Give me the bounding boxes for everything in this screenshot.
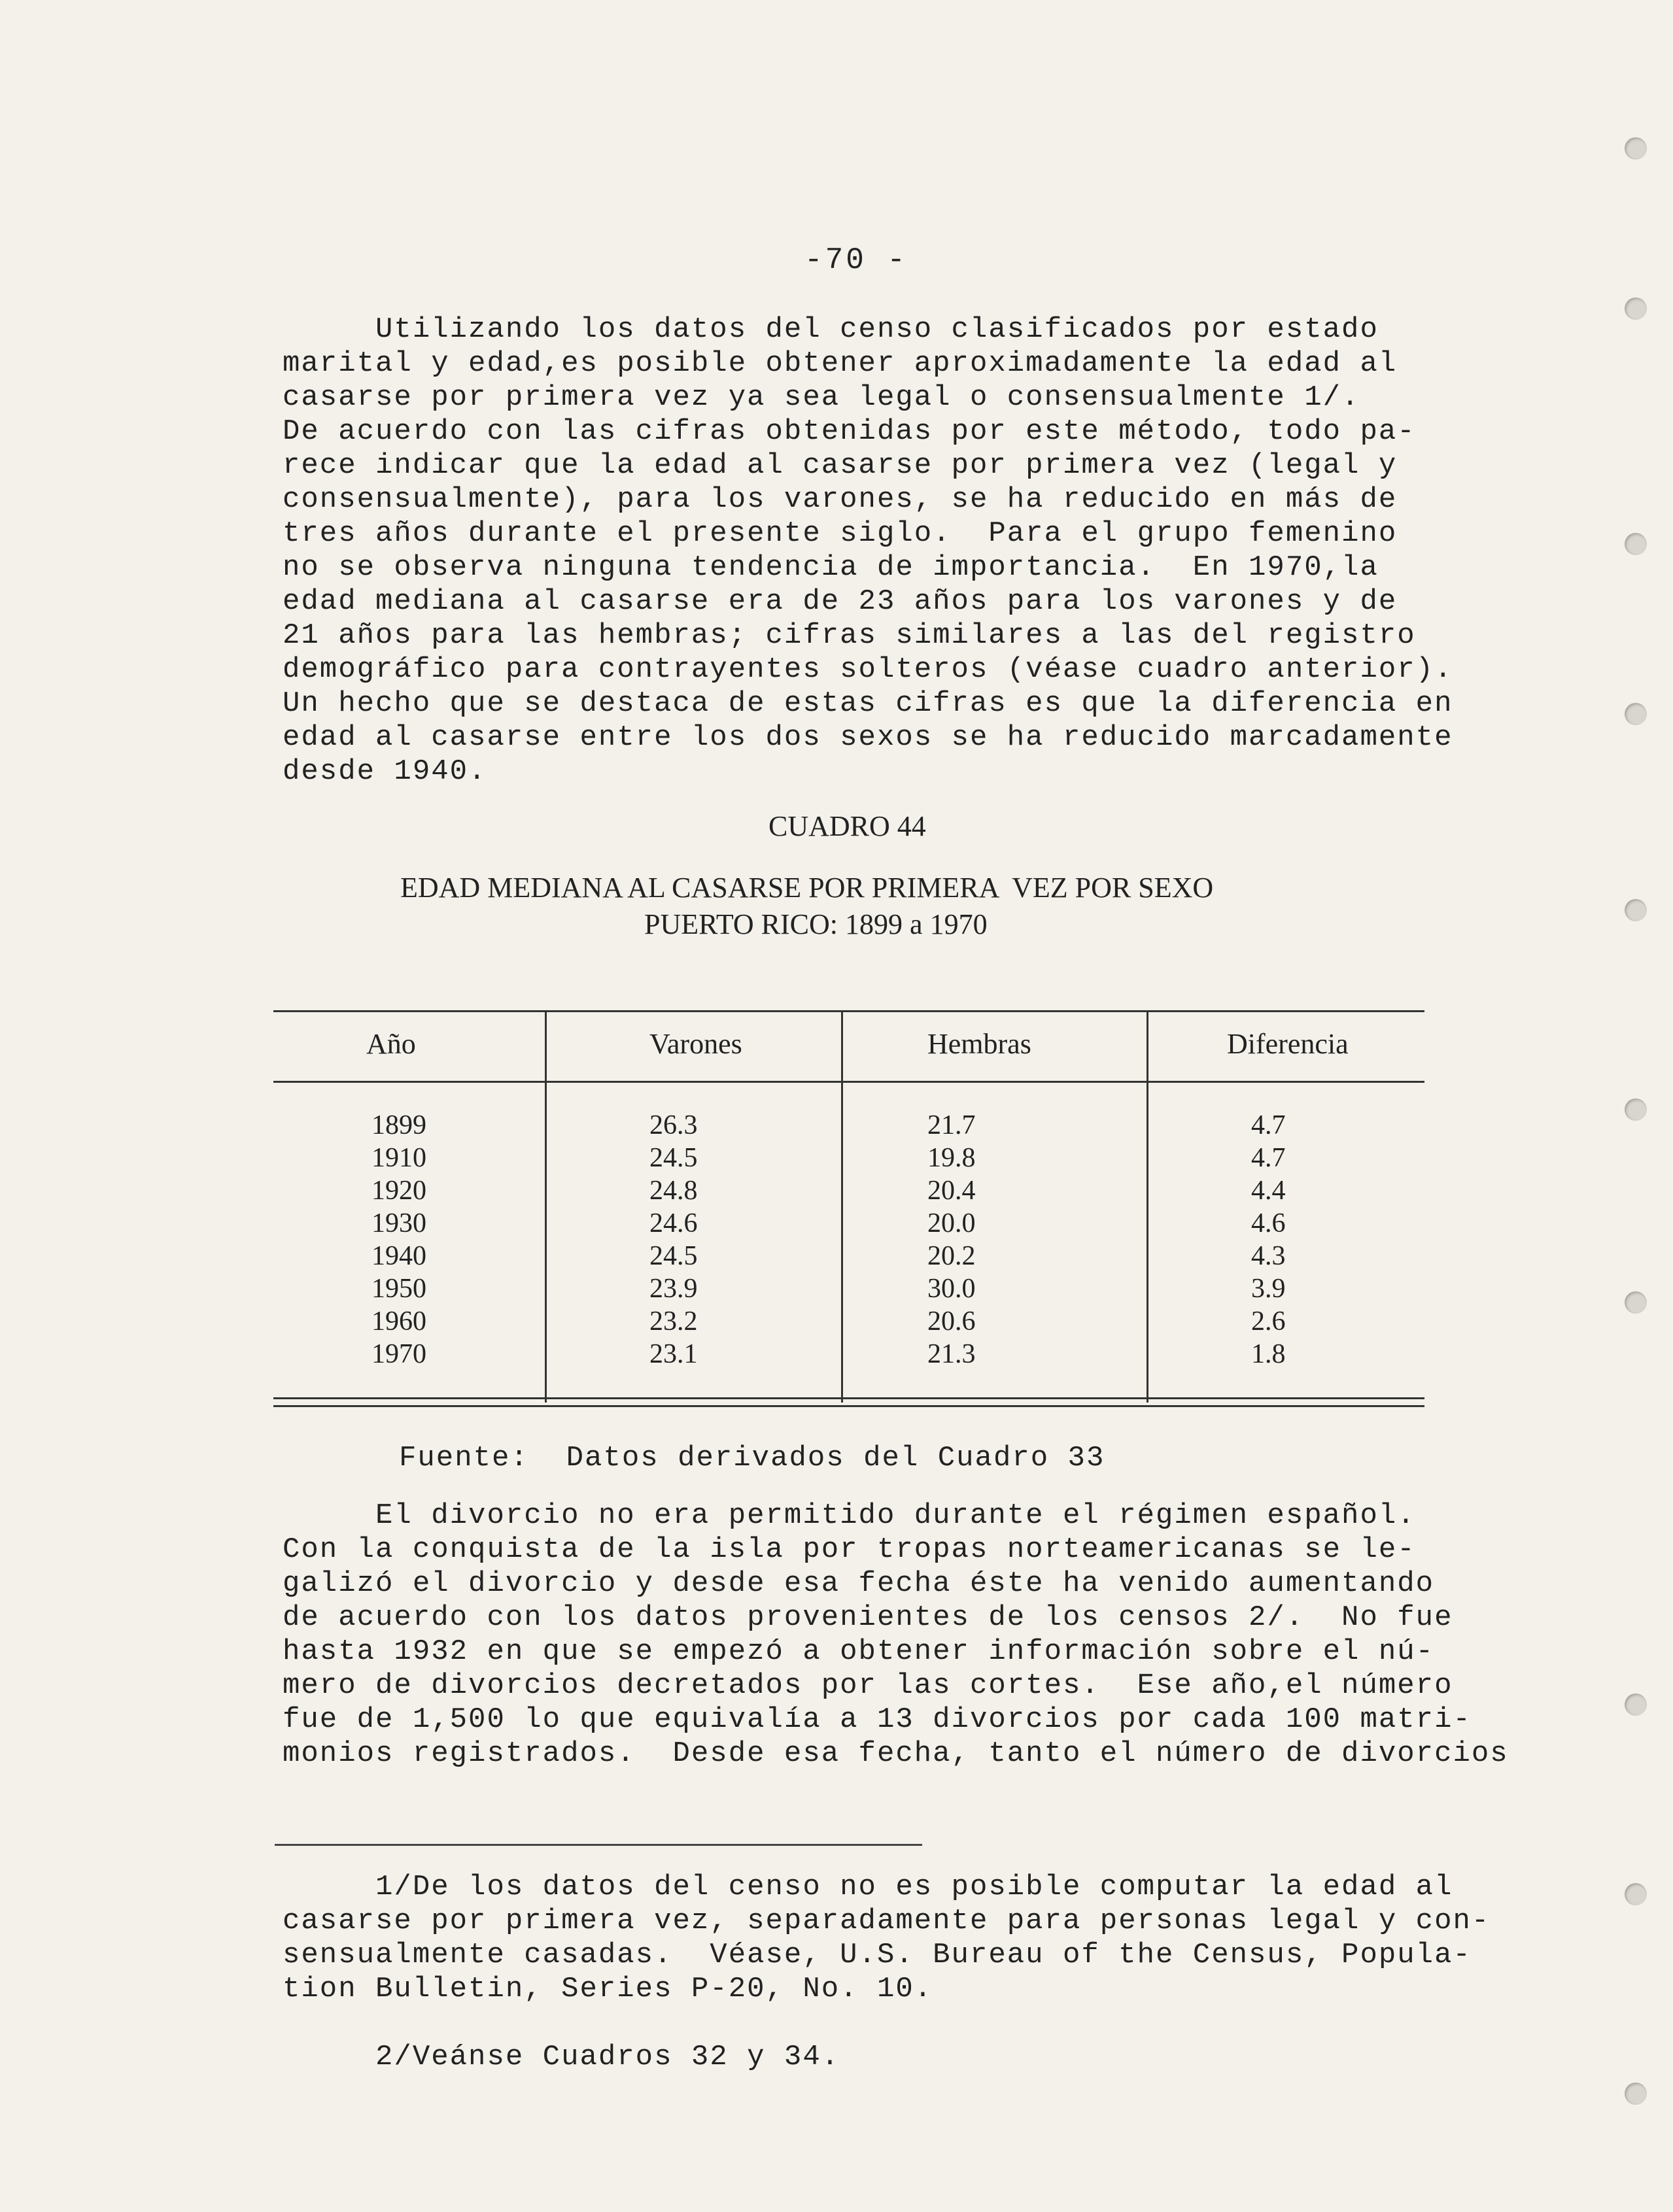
cell-hembras: 20.6 bbox=[927, 1306, 976, 1336]
text-line: tres años durante el presente siglo. Para el grupo femenino bbox=[283, 517, 1398, 550]
cell-varones: 24.6 bbox=[649, 1208, 698, 1238]
cell-diferencia: 3.9 bbox=[1251, 1274, 1286, 1304]
column-divider bbox=[545, 1010, 547, 1403]
cell-varones: 26.3 bbox=[649, 1110, 698, 1140]
footnote-separator bbox=[275, 1844, 922, 1846]
cell-varones: 24.5 bbox=[649, 1241, 698, 1271]
table-rule-bottom-double bbox=[273, 1405, 1424, 1407]
cell-year: 1920 bbox=[371, 1176, 426, 1206]
table-rule-bottom bbox=[273, 1397, 1424, 1399]
table-source: Fuente: Datos derivados del Cuadro 33 bbox=[399, 1442, 1105, 1474]
text-line: de acuerdo con los datos provenientes de los censos 2/. No fue bbox=[283, 1601, 1453, 1634]
text-line: galizó el divorcio y desde esa fecha éste ha venido aumentando bbox=[283, 1567, 1435, 1600]
cell-year: 1910 bbox=[371, 1143, 426, 1173]
footnote-line: sensualmente casadas. Véase, U.S. Bureau of the Census, Popula- bbox=[283, 1939, 1472, 1971]
text-line: marital y edad,es posible obtener aproximadamente la edad al bbox=[283, 347, 1398, 380]
text-line: desde 1940. bbox=[283, 755, 487, 788]
cell-hembras: 20.0 bbox=[927, 1208, 976, 1238]
column-divider bbox=[841, 1010, 843, 1403]
text-line: demográfico para contrayentes solteros (véase cuadro anterior). bbox=[283, 653, 1453, 686]
table-rule-header bbox=[273, 1081, 1424, 1083]
text-line: De acuerdo con las cifras obtenidas por este método, todo pa- bbox=[283, 415, 1416, 448]
text-line: edad al casarse entre los dos sexos se ha reducido marcadamente bbox=[283, 721, 1453, 754]
cell-varones: 23.1 bbox=[649, 1339, 698, 1369]
table-rule-top bbox=[273, 1010, 1424, 1012]
text-line: Un hecho que se destaca de estas cifras es que la diferencia en bbox=[283, 687, 1453, 720]
footnote-line: 1/De los datos del censo no es posible computar la edad al bbox=[283, 1871, 1453, 1903]
text-line: 21 años para las hembras; cifras similares a las del registro bbox=[283, 619, 1416, 652]
cell-year: 1940 bbox=[371, 1241, 426, 1271]
text-line: monios registrados. Desde esa fecha, tanto el número de divorcios bbox=[283, 1737, 1509, 1770]
cell-hembras: 30.0 bbox=[927, 1274, 976, 1304]
cell-diferencia: 4.6 bbox=[1251, 1208, 1286, 1238]
cell-varones: 24.8 bbox=[649, 1176, 698, 1206]
footnote-line: casarse por primera vez, separadamente para personas legal y con- bbox=[283, 1905, 1491, 1937]
text-line: consensualmente), para los varones, se ha reducido en más de bbox=[283, 483, 1398, 516]
cell-hembras: 20.2 bbox=[927, 1241, 976, 1271]
column-header: Varones bbox=[649, 1028, 742, 1060]
binder-hole bbox=[1625, 703, 1647, 725]
text-line: Utilizando los datos del censo clasificados por estado bbox=[283, 313, 1379, 346]
column-header: Hembras bbox=[927, 1028, 1031, 1060]
footnotes bbox=[283, 1870, 1512, 2074]
cell-diferencia: 4.3 bbox=[1251, 1241, 1286, 1271]
cell-year: 1930 bbox=[371, 1208, 426, 1238]
column-header: Año bbox=[366, 1028, 416, 1060]
footnote-line bbox=[283, 2006, 1512, 2040]
cell-year: 1899 bbox=[371, 1110, 426, 1140]
page-number: -70 - bbox=[804, 243, 908, 277]
cell-diferencia: 2.6 bbox=[1251, 1306, 1286, 1336]
text-line: hasta 1932 en que se empezó a obtener información sobre el nú- bbox=[283, 1635, 1435, 1668]
binder-hole bbox=[1625, 2083, 1647, 2105]
column-divider bbox=[1147, 1010, 1148, 1403]
binder-hole bbox=[1625, 137, 1647, 160]
cell-hembras: 21.3 bbox=[927, 1339, 976, 1369]
table-title: EDAD MEDIANA AL CASARSE POR PRIMERA VEZ POR SEXO bbox=[400, 872, 1214, 904]
text-line: Con la conquista de la isla por tropas norteamericanas se le- bbox=[283, 1533, 1416, 1566]
cell-year: 1960 bbox=[371, 1306, 426, 1336]
text-line: mero de divorcios decretados por las cortes. Ese año,el número bbox=[283, 1669, 1453, 1702]
cell-diferencia: 1.8 bbox=[1251, 1339, 1286, 1369]
binder-hole bbox=[1625, 533, 1647, 555]
binder-hole bbox=[1625, 1098, 1647, 1121]
paragraph-2 bbox=[283, 1499, 1512, 1771]
column-header: Diferencia bbox=[1227, 1028, 1349, 1060]
cell-diferencia: 4.7 bbox=[1251, 1143, 1286, 1173]
cell-hembras: 21.7 bbox=[927, 1110, 976, 1140]
cell-hembras: 19.8 bbox=[927, 1143, 976, 1173]
cell-hembras: 20.4 bbox=[927, 1176, 976, 1206]
cell-year: 1970 bbox=[371, 1339, 426, 1369]
cell-diferencia: 4.7 bbox=[1251, 1110, 1286, 1140]
binder-hole bbox=[1625, 899, 1647, 921]
cell-diferencia: 4.4 bbox=[1251, 1176, 1286, 1206]
binder-hole bbox=[1625, 1883, 1647, 1905]
cell-varones: 23.2 bbox=[649, 1306, 698, 1336]
text-line: fue de 1,500 lo que equivalía a 13 divorcios por cada 100 matri- bbox=[283, 1703, 1472, 1736]
text-line: rece indicar que la edad al casarse por primera vez (legal y bbox=[283, 449, 1398, 482]
table-number: CUADRO 44 bbox=[768, 810, 926, 842]
text-line: no se observa ninguna tendencia de importancia. En 1970,la bbox=[283, 551, 1379, 584]
text-line: casarse por primera vez ya sea legal o consensualmente 1/. bbox=[283, 381, 1360, 414]
binder-hole bbox=[1625, 1693, 1647, 1716]
footnote-line: tion Bulletin, Series P-20, No. 10. bbox=[283, 1973, 933, 2005]
binder-hole bbox=[1625, 1291, 1647, 1314]
table-subtitle: PUERTO RICO: 1899 a 1970 bbox=[644, 908, 988, 940]
cell-year: 1950 bbox=[371, 1274, 426, 1304]
binder-hole bbox=[1625, 298, 1647, 320]
footnote-line: 2/Veánse Cuadros 32 y 34. bbox=[283, 2041, 840, 2073]
cell-varones: 23.9 bbox=[649, 1274, 698, 1304]
text-line: edad mediana al casarse era de 23 años para los varones y de bbox=[283, 585, 1398, 618]
paragraph-1 bbox=[283, 313, 1512, 789]
cell-varones: 24.5 bbox=[649, 1143, 698, 1173]
text-line: El divorcio no era permitido durante el régimen español. bbox=[283, 1499, 1416, 1532]
